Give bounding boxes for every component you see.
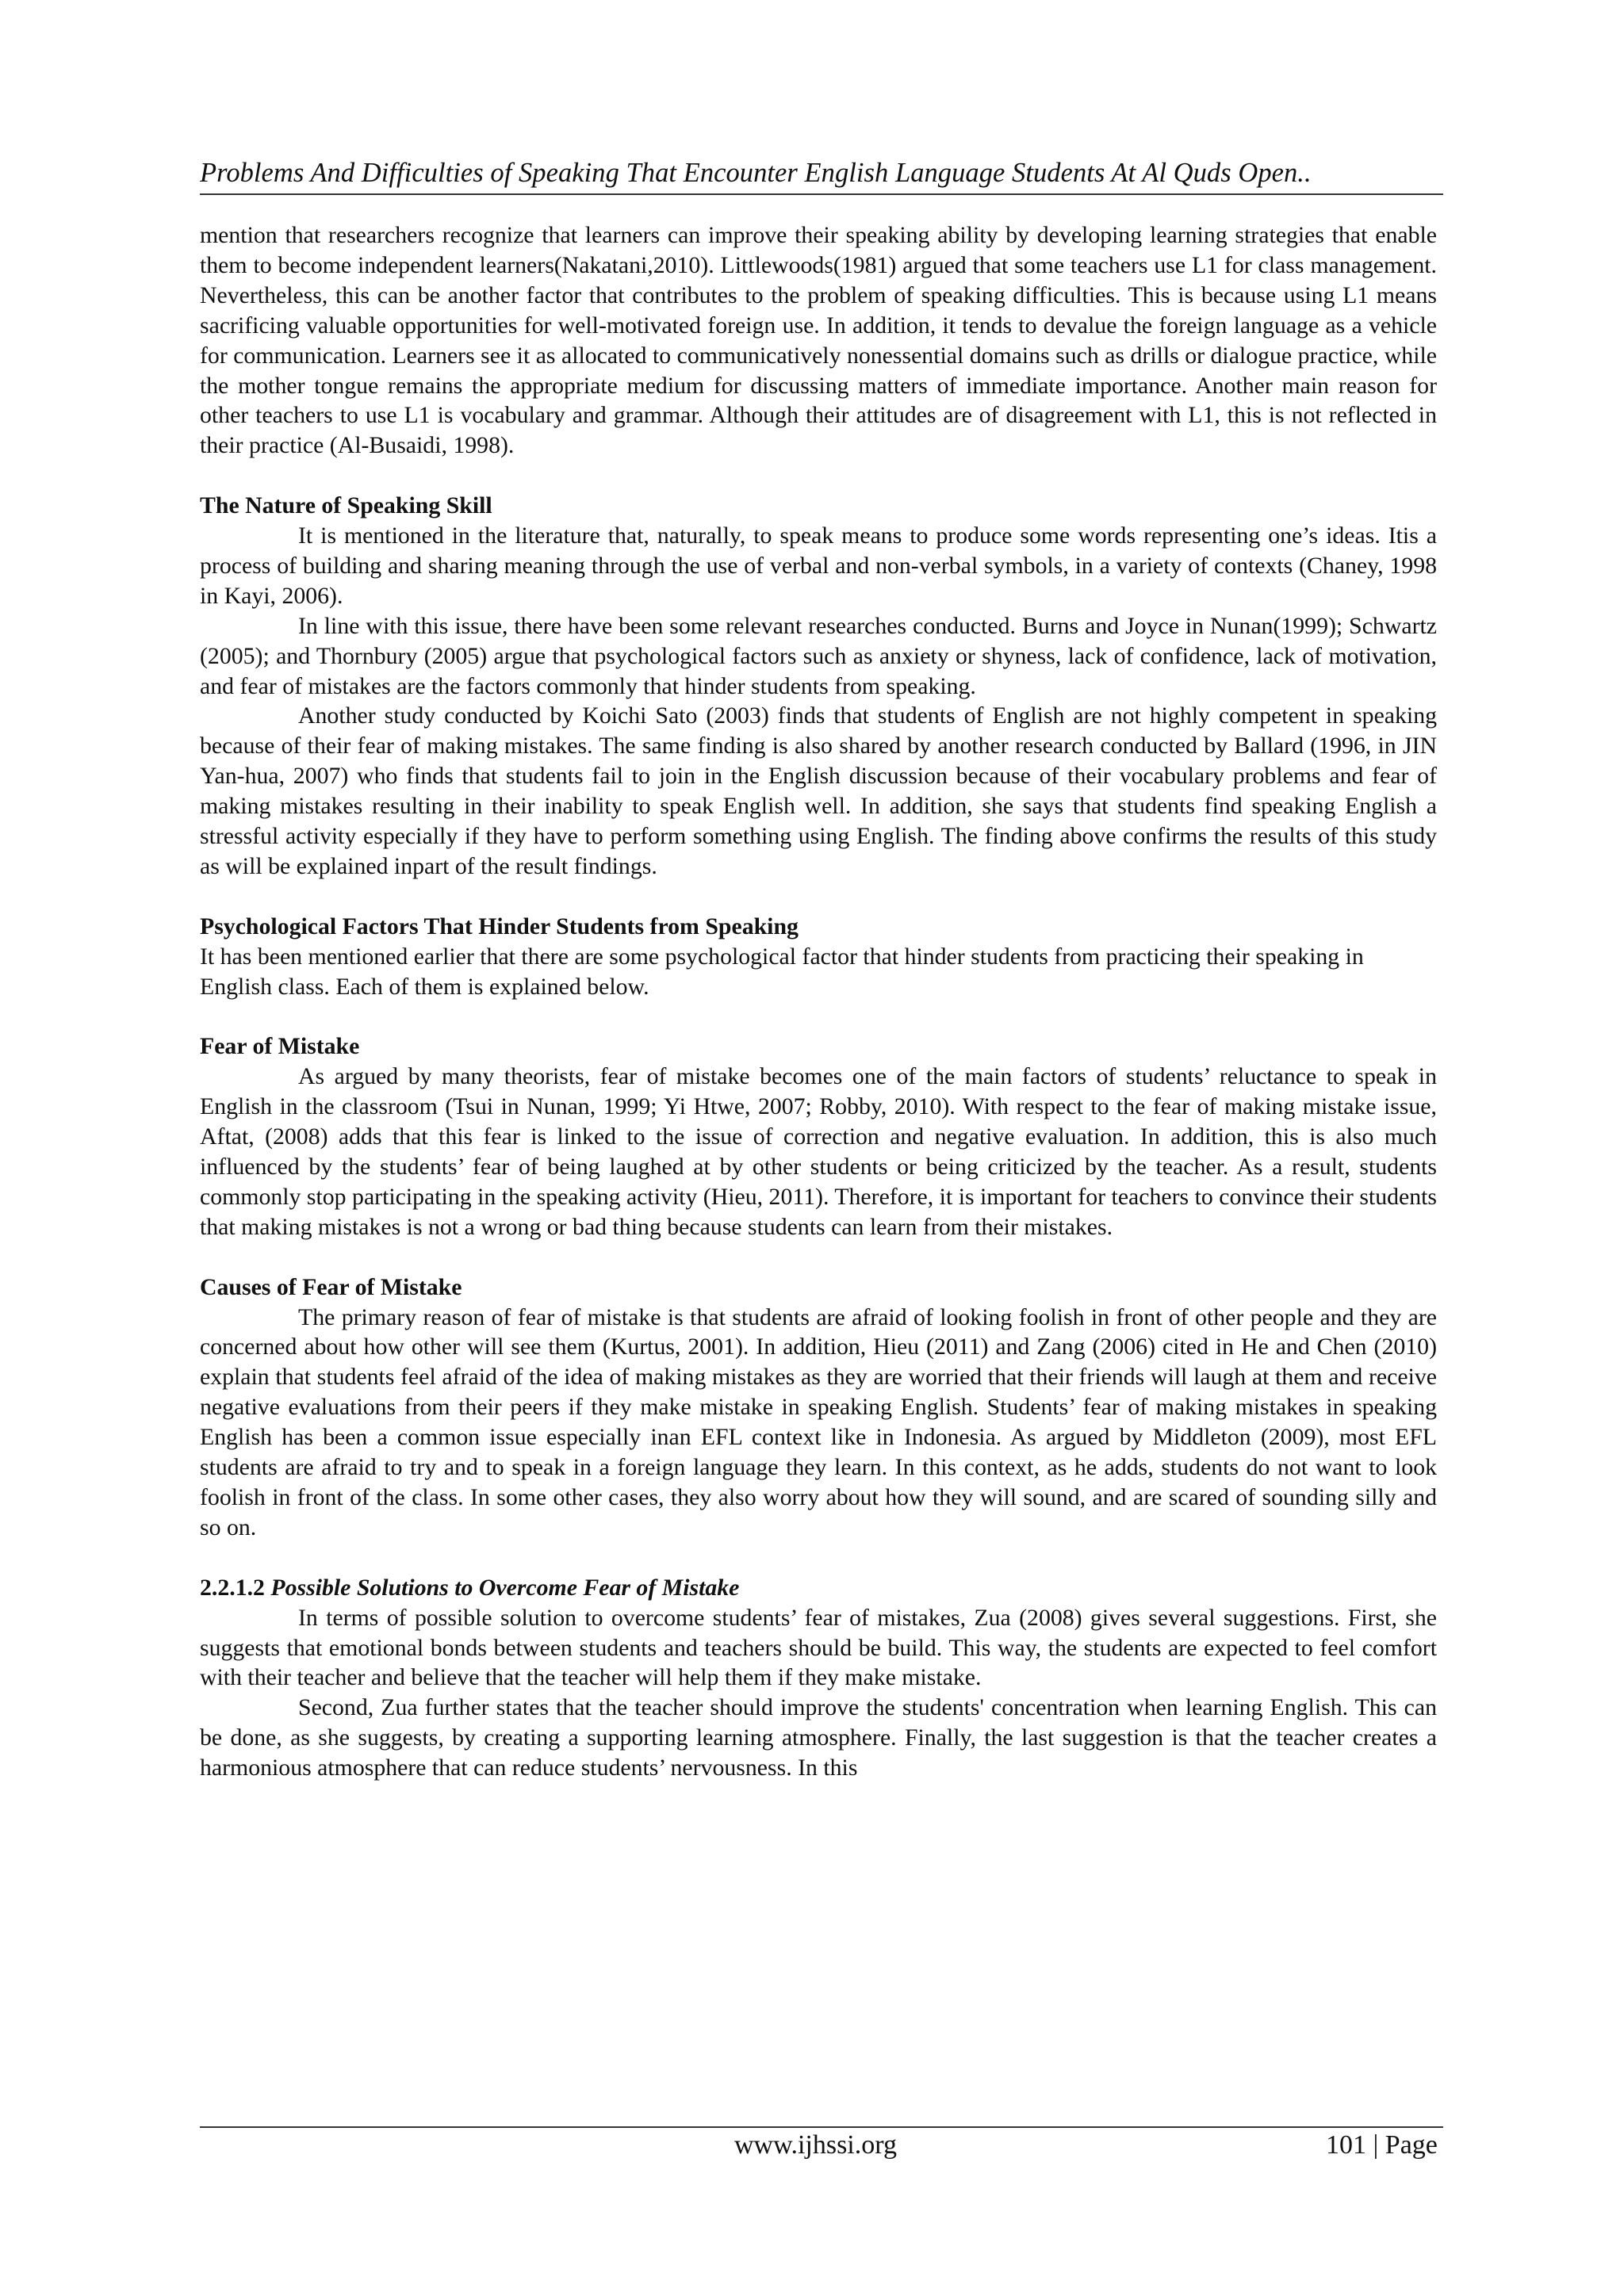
- section-heading-nature-of-speaking: The Nature of Speaking Skill: [200, 492, 492, 519]
- section-title: Possible Solutions to Overcome Fear of Mistake: [270, 1574, 740, 1601]
- body-paragraph: Another study conducted by Koichi Sato (2003) finds that students of English are not highly competent in speaking because of their fear of making mistakes. The same finding is also shared by another research conducted by Ballard (1996, in JIN Yan-hua, 2007) who finds that students fail to join in the English discussion because of their vocabulary problems and fear of making mistakes resulting in their inability to speak English well. In addition, she says that students find speaking English a stressful activity especially if they have to perform something using English. The finding above confirms the results of this study as will be explained inpart of the result findings.: [200, 702, 1437, 880]
- footer-journal-url: www.ijhssi.org: [734, 2130, 897, 2160]
- section-heading-causes-of-fear: Causes of Fear of Mistake: [200, 1273, 462, 1300]
- section-spacer: [200, 461, 1437, 491]
- body-paragraph: The primary reason of fear of mistake is that students are afraid of looking foolish in front of other people and they are concerned about how other will see them (Kurtus, 2001). In addition, Hieu (2011) and Zang (2006) cited in He and Chen (2010) explain that students feel afraid of the idea of making mistakes as they are worried that their friends will laugh at them and receive negative evaluations from their peers if they make mistake in speaking English. Students’ fear of making mistakes in speaking English has been a common issue especially inan EFL context like in Indonesia. As argued by Middleton (2009), most EFL students are afraid to try and to speak in a foreign language they learn. In this context, as he adds, students do not want to look foolish in front of the class. In some other cases, they also worry about how they will sound, and are scared of sounding silly and so on.: [200, 1303, 1437, 1540]
- body-paragraph: Second, Zua further states that the teacher should improve the students' concentration when learning English. This can be done, as she suggests, by creating a supporting learning atmosphere. Finally, the last suggestion is that the teacher creates a harmonious atmosphere that can reduce students’ nervousness. In this: [200, 1694, 1437, 1781]
- body-paragraph: It has been mentioned earlier that there are some psychological factor that hinder students from practicing their speaking in English class. Each of them is explained below.: [200, 943, 1364, 1000]
- page-body: [200, 220, 1437, 1783]
- section-spacer: [200, 1242, 1437, 1272]
- body-paragraph: As argued by many theorists, fear of mistake becomes one of the main factors of students’ reluctance to speak in English in the classroom (Tsui in Nunan, 1999; Yi Htwe, 2007; Robby, 2010). With respect to the fear of making mistake issue, Aftat, (2008) adds that this fear is linked to the issue of correction and negative evaluation. In addition, this is also much influenced by the students’ fear of being laughed at by other students or being criticized by the teacher. As a result, students commonly stop participating in the speaking activity (Hieu, 2011). Therefore, it is important for teachers to convince their students that making mistakes is not a wrong or bad thing because students can learn from their mistakes.: [200, 1063, 1437, 1240]
- section-spacer: [200, 1002, 1437, 1032]
- section-spacer: [200, 882, 1437, 912]
- body-paragraph: In line with this issue, there have been some relevant researches conducted. Burns and Joyce in Nunan(1999); Schwartz (2005); and Thornbury (2005) argue that psychological factors such as anxiety or shyness, lack of confidence, lack of motivation, and fear of mistakes are the factors commonly that hinder students from speaking.: [200, 612, 1437, 699]
- section-heading-possible-solutions: [200, 1573, 1437, 1603]
- section-spacer: [200, 1543, 1437, 1573]
- body-paragraph: It is mentioned in the literature that, naturally, to speak means to produce some words representing one’s ideas. Itis a process of building and sharing meaning through the use of verbal and non-verbal symbols, in a variety of contexts (Chaney, 1998 in Kayi, 2006).: [200, 522, 1437, 609]
- section-number: 2.2.1.2: [200, 1574, 265, 1601]
- footer-page-number: 101 | Page: [1326, 2130, 1438, 2160]
- section-heading-psychological-factors: Psychological Factors That Hinder Students from Speaking: [200, 913, 799, 939]
- section-heading-fear-of-mistake: Fear of Mistake: [200, 1033, 360, 1060]
- running-header: Problems And Difficulties of Speaking That Encounter English Language Students At Al Quds Open..: [200, 154, 1443, 195]
- body-paragraph: In terms of possible solution to overcome students’ fear of mistakes, Zua (2008) gives several suggestions. First, she suggests that emotional bonds between students and teachers should be build. This way, the students are expected to feel comfort with their teacher and believe that the teacher will help them if they make mistake.: [200, 1604, 1437, 1691]
- intro-paragraph: mention that researchers recognize that learners can improve their speaking ability by developing learning strategies that enable them to become independent learners(Nakatani,2010). Littlewoods(1981) argued that some teachers use L1 for class management. Nevertheless, this can be another factor that contributes to the problem of speaking difficulties. This is because using L1 means sacrificing valuable opportunities for well-motivated foreign use. In addition, it tends to devalue the foreign language as a vehicle for communication. Learners see it as allocated to communicatively nonessential domains such as drills or dialogue practice, while the mother tongue remains the appropriate medium for discussing matters of immediate importance. Another main reason for other teachers to use L1 is vocabulary and grammar. Although their attitudes are of disagreement with L1, this is not reflected in their practice (Al-Busaidi, 1998).: [200, 222, 1437, 459]
